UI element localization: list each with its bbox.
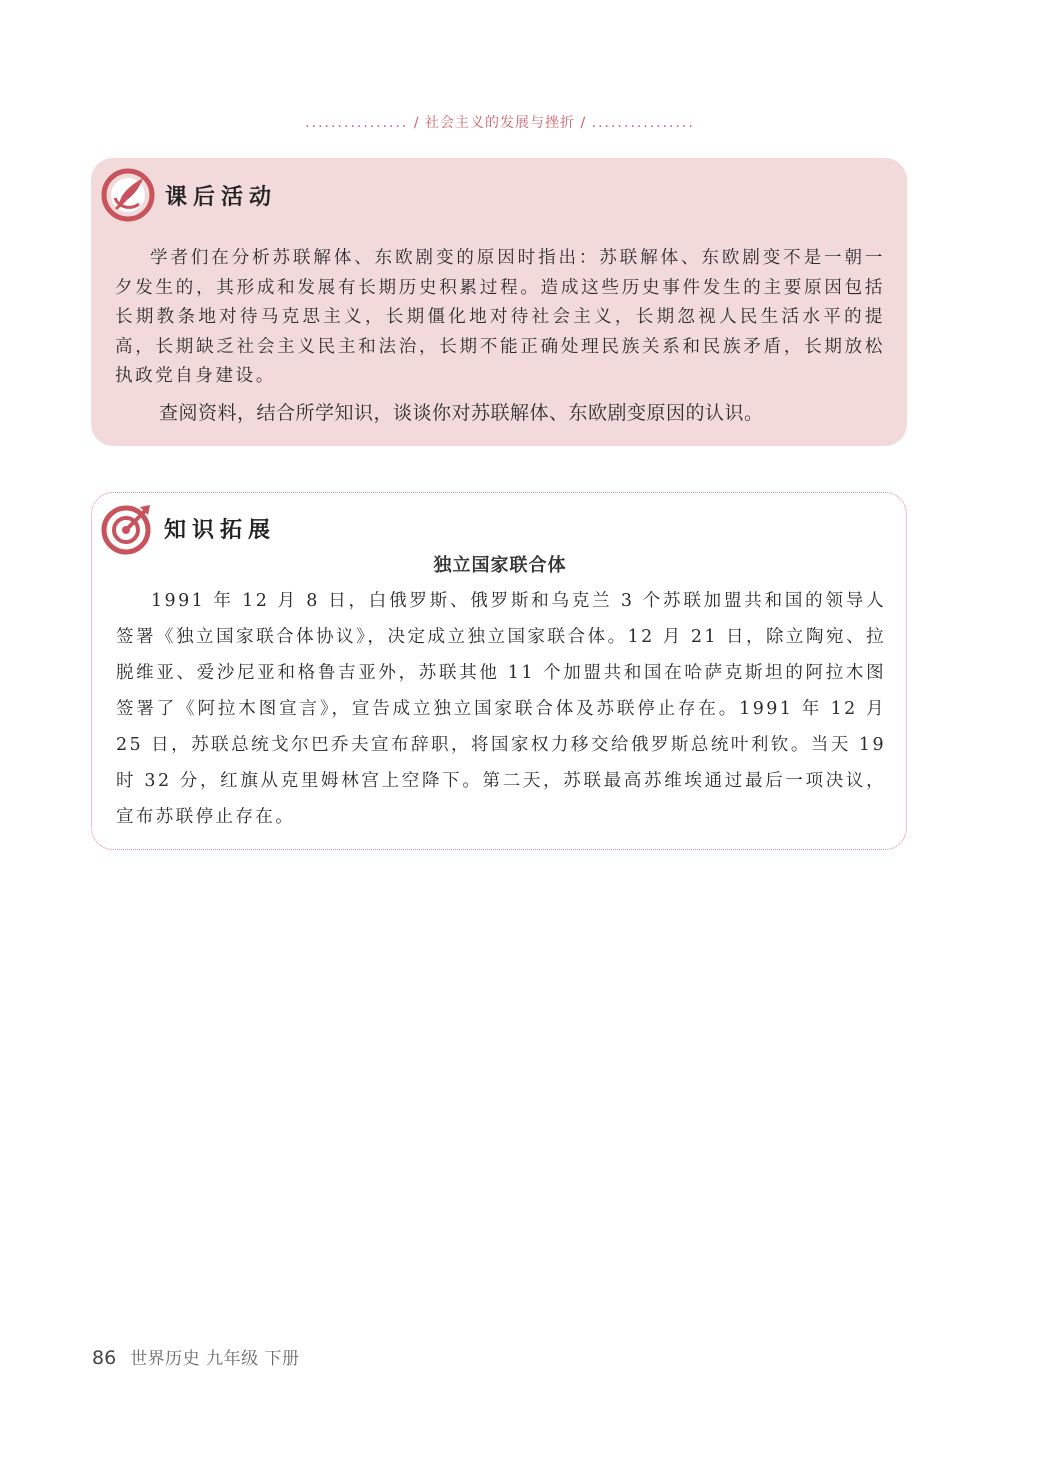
activity-question: 查阅资料，结合所学知识，谈谈你对苏联解体、东欧剧变原因的认识。 [159, 402, 764, 424]
book-title: 世界历史 九年级 下册 [130, 1349, 300, 1369]
knowledge-extension-box [91, 492, 907, 850]
header-title: / 社会主义的发展与挫折 / [413, 115, 587, 131]
target-arrow-icon [100, 501, 154, 555]
knowledge-heading [100, 501, 276, 555]
quill-pen-icon [101, 168, 155, 222]
activity-heading [101, 168, 277, 222]
page-number: 86 [92, 1347, 117, 1369]
after-class-activity-box [91, 158, 907, 446]
running-header [0, 112, 1000, 132]
activity-paragraph: 学者们在分析苏联解体、东欧剧变的原因时指出：苏联解体、东欧剧变不是一朝一夕发生的，其形成和发展有长期历史积累过程。造成这些历史事件发生的主要原因包括长期教条地对待马克思主义，长期僵化地对待社会主义，长期忽视人民生活水平的提高，长期缺乏社会主义民主和法治，长期不能正确处理民族关系和民族矛盾，长期放松执政党自身建设。 [115, 248, 885, 386]
knowledge-title: 独立国家联合体 [433, 555, 567, 576]
knowledge-paragraph: 1991 年 12 月 8 日，白俄罗斯、俄罗斯和乌克兰 3 个苏联加盟共和国的领导人签署《独立国家联合体协议》，决定成立独立国家联合体。12 月 21 日，除立陶宛、拉脱维亚、爱沙尼亚和格鲁吉亚外，苏联其他 11 个加盟共和国在哈萨克斯坦的阿拉木图签署了《阿拉木图宣言》，宣告成立独立国家联合体及苏联停止存在。1991 年 12 月 25 日，苏联总统戈尔巴乔夫宣布辞职，将国家权力移交给俄罗斯总统叶利钦。当天 19 时 32 分，红旗从克里姆林宫上空降下。第二天，苏联最高苏维埃通过最后一项决议，宣布苏联停止存在。 [116, 591, 886, 827]
knowledge-heading-text: 知识拓展 [164, 517, 277, 543]
header-dots-right: ................ [591, 115, 695, 131]
header-dots-left: ................ [305, 115, 409, 131]
page-footer [92, 1344, 300, 1369]
activity-heading-text: 课后活动 [165, 184, 278, 210]
